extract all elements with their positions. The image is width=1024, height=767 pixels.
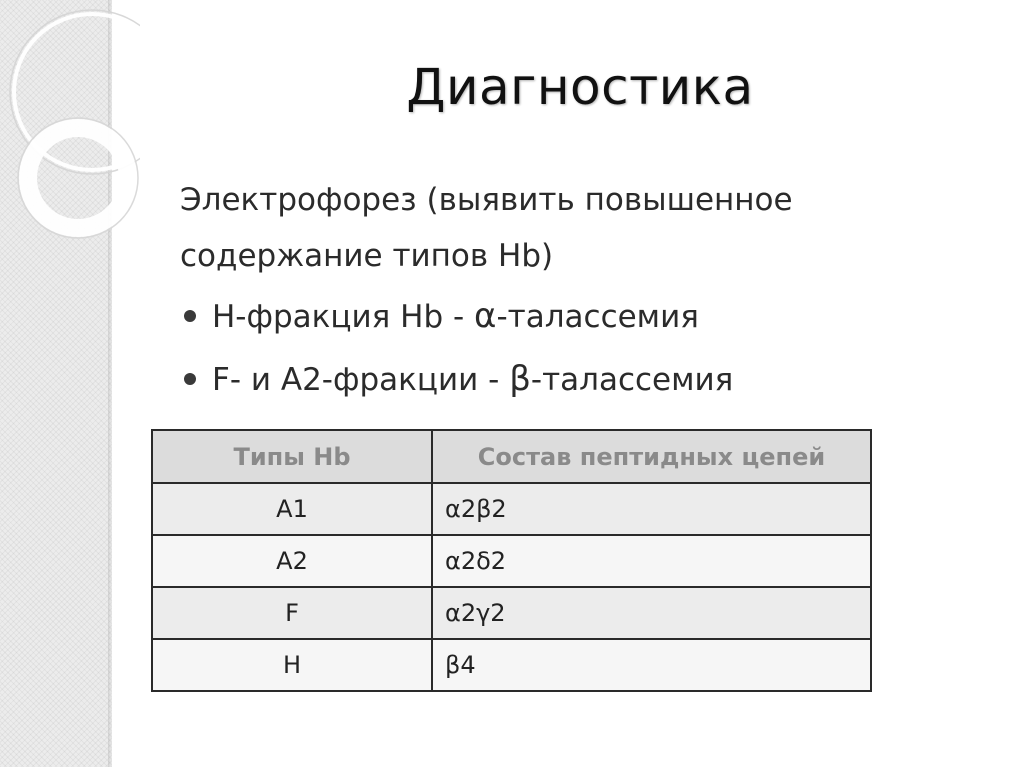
chain-composition-cell: α2γ2 xyxy=(432,587,871,639)
hb-type-cell: F xyxy=(152,587,432,639)
slide-body xyxy=(180,172,960,414)
header-peptide-chains: Состав пептидных цепей xyxy=(432,430,871,483)
table-row xyxy=(152,587,871,639)
header-hb-types: Типы Hb xyxy=(152,430,432,483)
table-row xyxy=(152,483,871,535)
bullet-prefix: H-фракция Hb - xyxy=(212,299,475,335)
decorative-rings xyxy=(0,0,140,280)
hb-type-cell: H xyxy=(152,639,432,691)
hb-type-cell: A2 xyxy=(152,535,432,587)
hb-type-cell: A1 xyxy=(152,483,432,535)
bullet-suffix: -талассемия xyxy=(496,299,699,335)
table-row xyxy=(152,535,871,587)
table-header-row xyxy=(152,430,871,483)
chain-composition-cell: α2δ2 xyxy=(432,535,871,587)
bullet-list xyxy=(180,288,960,408)
bullet-greek-letter: β xyxy=(509,359,531,399)
bullet-item xyxy=(180,351,960,408)
chain-composition-cell: β4 xyxy=(432,639,871,691)
table-row xyxy=(152,639,871,691)
bullet-prefix: F- и A2-фракции - xyxy=(212,362,510,398)
bullet-dot-icon xyxy=(184,310,196,322)
chain-composition-cell: α2β2 xyxy=(432,483,871,535)
bullet-item xyxy=(180,288,960,345)
bullet-dot-icon xyxy=(184,373,196,385)
intro-text: Электрофорез (выявить повышенное содержание типов Hb) xyxy=(180,182,793,274)
hb-types-table xyxy=(151,429,872,692)
slide-title: Диагностика xyxy=(406,58,754,116)
bullet-suffix: -талассемия xyxy=(530,362,734,398)
bullet-greek-letter: α xyxy=(474,296,497,336)
